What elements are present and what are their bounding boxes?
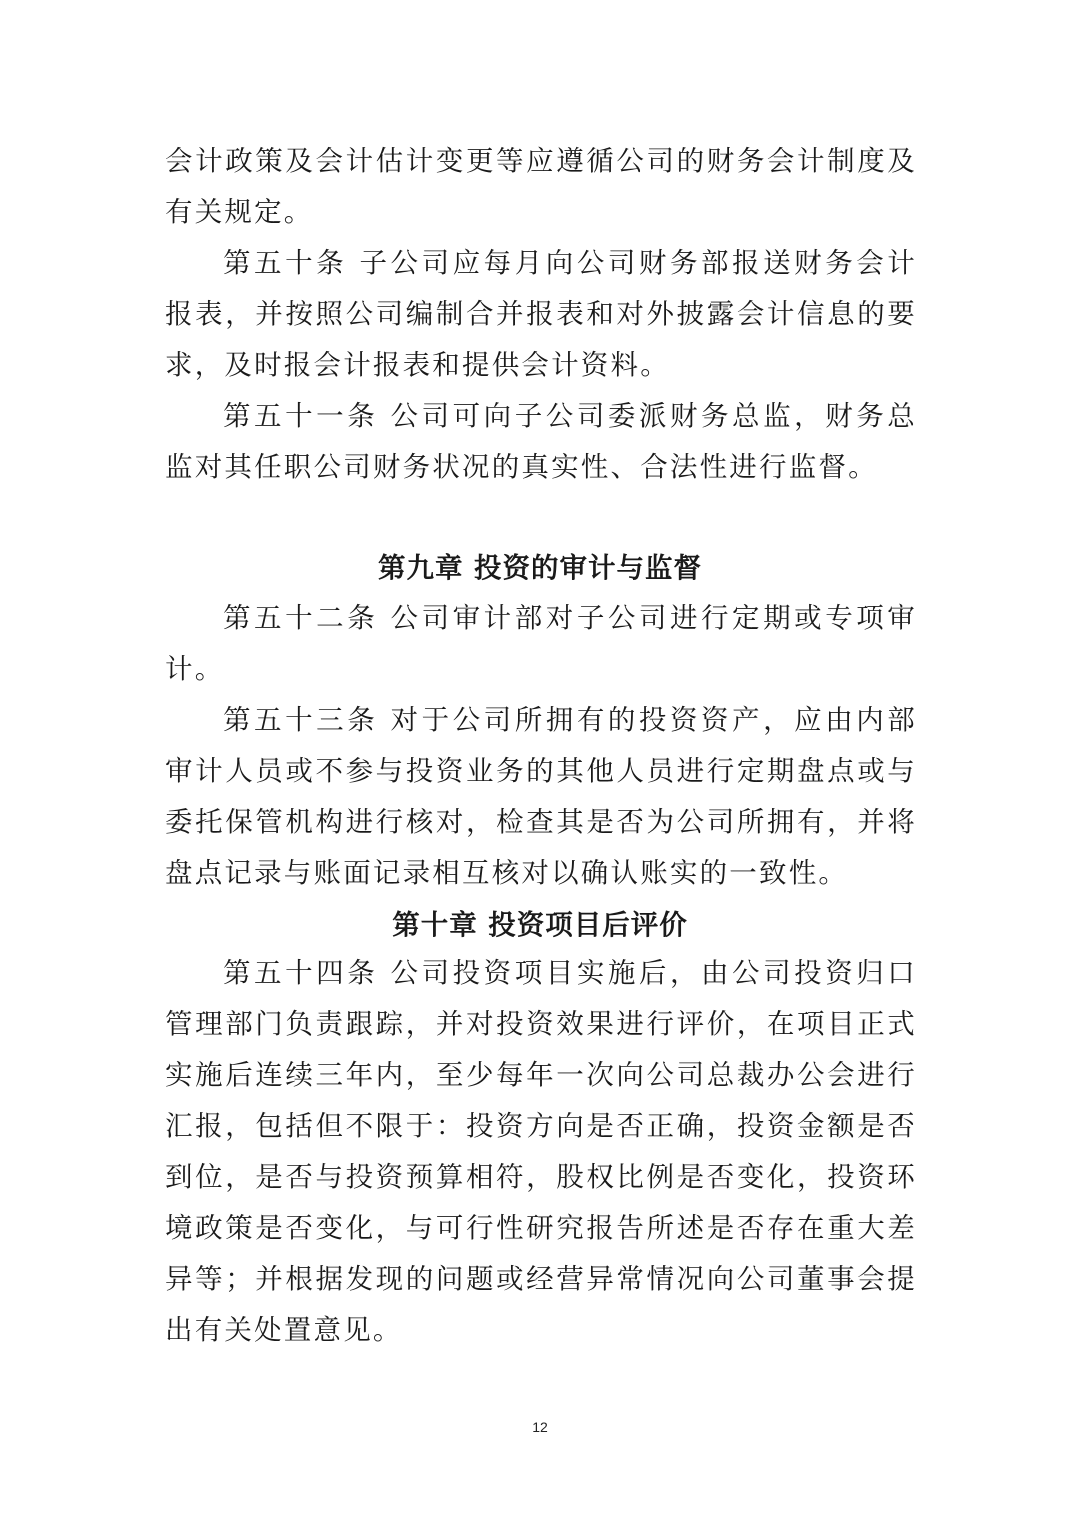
chapter-9-title: 第九章 投资的审计与监督 (377, 552, 703, 584)
paragraph-article-52: 第五十二条 公司审计部对子公司进行定期或专项审计。 (165, 602, 917, 685)
paragraph-policy-continuation: 会计政策及会计估计变更等应遵循公司的财务会计制度及有关规定。 (165, 145, 917, 228)
paragraph-article-50: 第五十条 子公司应每月向公司财务部报送财务会计报表，并按照公司编制合并报表和对外披露会计信息的要求，及时报会计报表和提供会计资料。 (165, 247, 917, 381)
page-number: 12 (532, 1419, 548, 1435)
section-continuation (165, 136, 917, 493)
paragraph-article-53: 第五十三条 对于公司所拥有的投资资产，应由内部审计人员或不参与投资业务的其他人员进行定期盘点或与委托保管机构进行核对，检查其是否为公司所拥有，并将盘点记录与账面记录相互核对以确认账实的一致性。 (165, 704, 917, 889)
paragraph-article-54: 第五十四条 公司投资项目实施后，由公司投资归口管理部门负责跟踪，并对投资效果进行评价，在项目正式实施后连续三年内，至少每年一次向公司总裁办公会进行汇报，包括但不限于：投资方向是否正确，投资金额是否到位，是否与投资预算相符，股权比例是否变化，投资环境政策是否变化，与可行性研究报告所述是否存在重大差异等；并根据发现的问题或经营异常情况向公司董事会提出有关处置意见。 (165, 957, 917, 1346)
chapter-10-body (165, 948, 917, 1356)
paragraph-article-51: 第五十一条 公司可向子公司委派财务总监，财务总监对其任职公司财务状况的真实性、合法性进行监督。 (165, 400, 917, 483)
chapter-9-body (165, 593, 917, 899)
chapter-10-title: 第十章 投资项目后评价 (392, 909, 688, 941)
